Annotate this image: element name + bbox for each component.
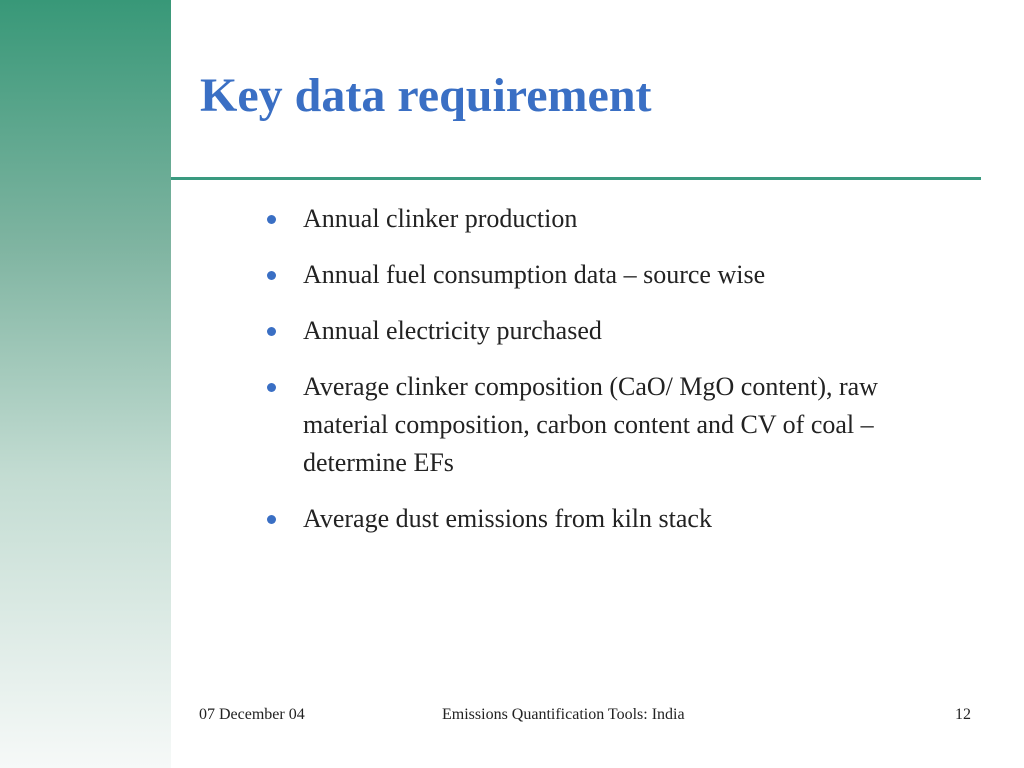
bullet-text: Annual electricity purchased — [303, 316, 602, 345]
footer-title: Emissions Quantification Tools: India — [442, 706, 685, 723]
bullet-text: Annual fuel consumption data – source wise — [303, 260, 766, 289]
bullet-dot-icon — [267, 515, 276, 524]
bullet-item — [265, 312, 885, 350]
decorative-sidebar — [0, 0, 171, 768]
slide-title: Key data requirement — [200, 69, 652, 122]
bullet-dot-icon — [267, 327, 276, 336]
bullet-item — [265, 368, 885, 482]
bullet-dot-icon — [267, 271, 276, 280]
bullet-item — [265, 200, 885, 238]
bullet-dot-icon — [267, 383, 276, 392]
bullet-text: Average clinker composition (CaO/ MgO content), raw material composition, carbon content and CV of coal – determine EFs — [303, 372, 878, 477]
bullet-item — [265, 500, 885, 538]
bullet-dot-icon — [267, 215, 276, 224]
bullet-item — [265, 256, 885, 294]
bullet-text: Average dust emissions from kiln stack — [303, 504, 712, 533]
bullet-text: Annual clinker production — [303, 204, 578, 233]
page-number: 12 — [955, 706, 971, 723]
footer-date: 07 December 04 — [199, 706, 305, 723]
title-divider — [171, 177, 981, 180]
bullet-list — [265, 200, 885, 556]
